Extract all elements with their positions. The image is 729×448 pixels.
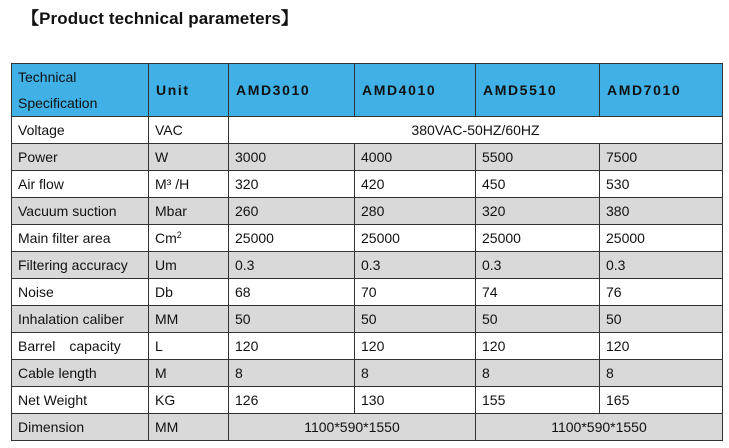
cell-value: 280 [355,198,476,225]
row-label: Air flow [12,171,149,198]
cell-value: 8 [476,360,600,387]
voltage-value: 380VAC-50HZ/60HZ [229,117,723,144]
table-row-dimension [12,414,723,441]
row-label: Barrel capacity [12,333,149,360]
cell-value: 8 [600,360,723,387]
cell-value: 25000 [476,225,600,252]
row-label: Voltage [12,117,149,144]
row-unit: Um [149,252,229,279]
table-row-inhalation-caliber [12,306,723,333]
page-heading: 【Product technical parameters】 [22,9,299,28]
cell-value: 130 [355,387,476,414]
column-header-spec: Technical Specification [12,64,149,117]
cell-value: 320 [476,198,600,225]
cell-value: 0.3 [476,252,600,279]
cell-value: 50 [355,306,476,333]
cell-value: 530 [600,171,723,198]
column-header-model: AMD7010 [600,64,723,117]
cell-value: 50 [476,306,600,333]
row-label: Net Weight [12,387,149,414]
row-unit [149,225,229,252]
row-unit: M³ /H [149,171,229,198]
cell-value: 0.3 [600,252,723,279]
row-label: Inhalation caliber [12,306,149,333]
cell-value: 0.3 [229,252,355,279]
cell-value: 420 [355,171,476,198]
table-row-power [12,144,723,171]
cell-value: 7500 [600,144,723,171]
cell-value: 0.3 [355,252,476,279]
row-label: Power [12,144,149,171]
cell-value: 155 [476,387,600,414]
header-row [12,64,723,117]
column-header-model: AMD5510 [476,64,600,117]
cell-value: 120 [600,333,723,360]
cell-value: 25000 [600,225,723,252]
row-unit: Mbar [149,198,229,225]
cell-value: 68 [229,279,355,306]
table-row-main-filter-area [12,225,723,252]
row-label: Cable length [12,360,149,387]
row-unit: MM [149,414,229,441]
cell-value: 165 [600,387,723,414]
row-unit: KG [149,387,229,414]
cell-value: 8 [355,360,476,387]
dimension-value: 1100*590*1550 [229,414,476,441]
cell-value: 70 [355,279,476,306]
column-header-model: AMD4010 [355,64,476,117]
cell-value: 450 [476,171,600,198]
cell-value: 25000 [229,225,355,252]
row-label: Filtering accuracy [12,252,149,279]
table-row-noise [12,279,723,306]
table-row-net-weight [12,387,723,414]
cell-value: 120 [355,333,476,360]
unit-base: Cm [155,230,177,246]
dimension-value: 1100*590*1550 [476,414,723,441]
cell-value: 25000 [355,225,476,252]
row-label: Vacuum suction [12,198,149,225]
cell-value: 8 [229,360,355,387]
row-unit: W [149,144,229,171]
spec-table [11,63,723,441]
table-row-vacuum-suction [12,198,723,225]
row-unit: Db [149,279,229,306]
cell-value: 380 [600,198,723,225]
cell-value: 50 [600,306,723,333]
row-label: Dimension [12,414,149,441]
row-unit: VAC [149,117,229,144]
cell-value: 120 [229,333,355,360]
row-unit: M [149,360,229,387]
unit-superscript: 2 [176,230,182,240]
row-unit: L [149,333,229,360]
cell-value: 4000 [355,144,476,171]
table-row-cable-length [12,360,723,387]
column-header-model: AMD3010 [229,64,355,117]
cell-value: 126 [229,387,355,414]
row-label: Main filter area [12,225,149,252]
table-row-barrel-capacity [12,333,723,360]
cell-value: 320 [229,171,355,198]
table-row-filtering-accuracy [12,252,723,279]
cell-value: 120 [476,333,600,360]
table-row-voltage [12,117,723,144]
row-unit: MM [149,306,229,333]
cell-value: 50 [229,306,355,333]
cell-value: 5500 [476,144,600,171]
cell-value: 3000 [229,144,355,171]
cell-value: 260 [229,198,355,225]
cell-value: 76 [600,279,723,306]
table-row-air-flow [12,171,723,198]
column-header-unit: Unit [149,64,229,117]
cell-value: 74 [476,279,600,306]
row-label: Noise [12,279,149,306]
